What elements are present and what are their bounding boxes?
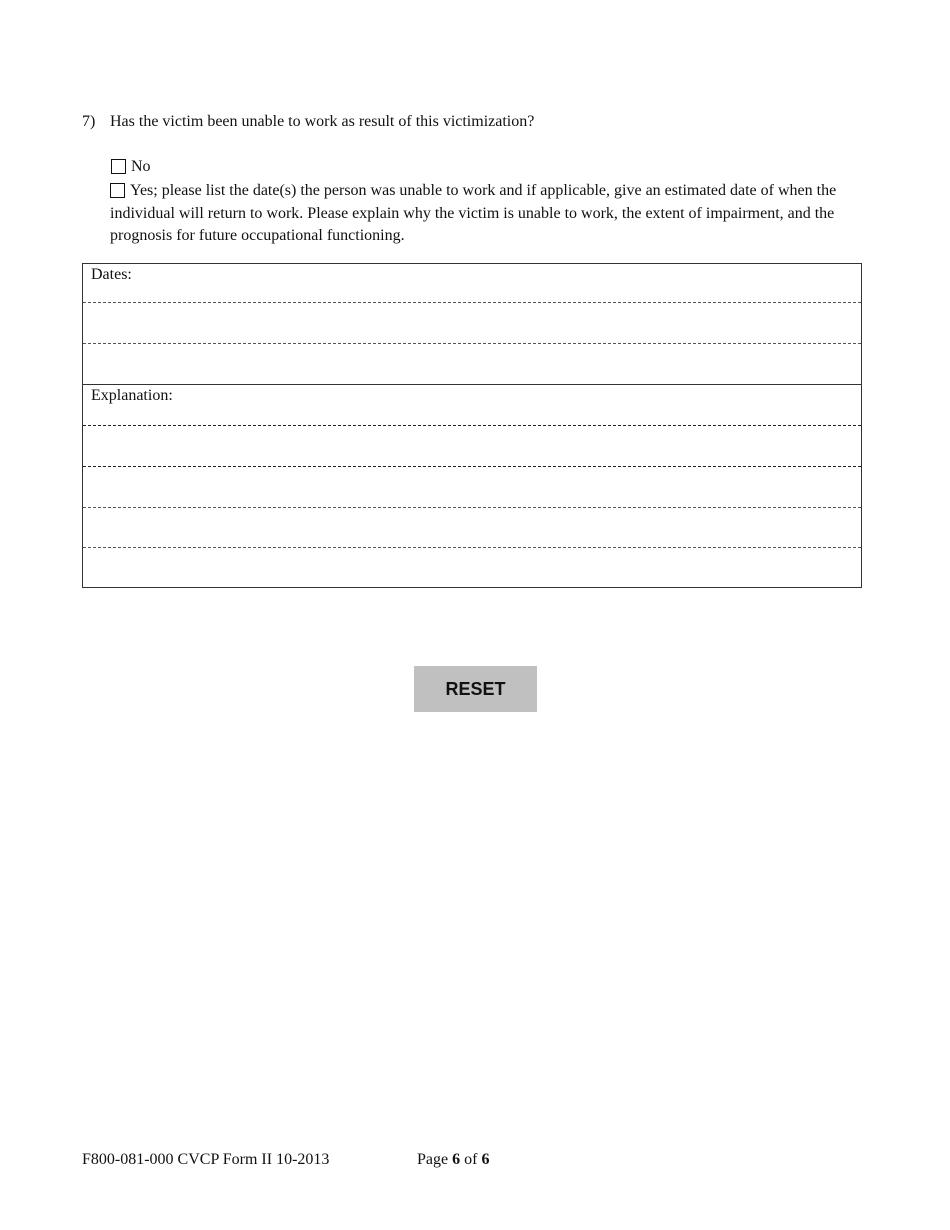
option-no — [111, 158, 151, 176]
explanation-label: Explanation: — [91, 387, 173, 404]
dates-field-1[interactable] — [83, 264, 861, 302]
explanation-field-1[interactable] — [83, 385, 861, 425]
yes-label: Yes; please list the date(s) the person was unable to work and if applicable, give an estimated date of when the individual will return to work. Please explain why the victim is unable to work, the extent of impairment, and the prognosis for future occupational functioning. — [110, 182, 837, 244]
explanation-field-4[interactable] — [83, 508, 861, 548]
explanation-field-2[interactable] — [83, 426, 861, 466]
question-number: 7) — [82, 113, 96, 130]
no-checkbox[interactable] — [111, 159, 126, 174]
yes-checkbox[interactable] — [110, 183, 125, 198]
dates-field-2[interactable] — [83, 303, 861, 343]
page-number — [417, 1151, 489, 1169]
page-prefix: Page — [417, 1151, 449, 1168]
explanation-field-5[interactable] — [83, 548, 861, 587]
form-identifier: F800-081-000 CVCP Form II 10-2013 — [82, 1151, 330, 1168]
page-of: of — [464, 1151, 478, 1168]
explanation-field-3[interactable] — [83, 467, 861, 507]
reset-button[interactable]: RESET — [414, 666, 537, 712]
no-label: No — [131, 158, 151, 175]
response-table — [82, 263, 862, 588]
total-pages: 6 — [481, 1151, 490, 1168]
question-text: Has the victim been unable to work as result of this victimization? — [110, 113, 535, 130]
option-yes — [110, 180, 840, 248]
dates-field-3[interactable] — [83, 344, 861, 384]
dates-label: Dates: — [91, 266, 132, 283]
current-page: 6 — [452, 1151, 461, 1168]
